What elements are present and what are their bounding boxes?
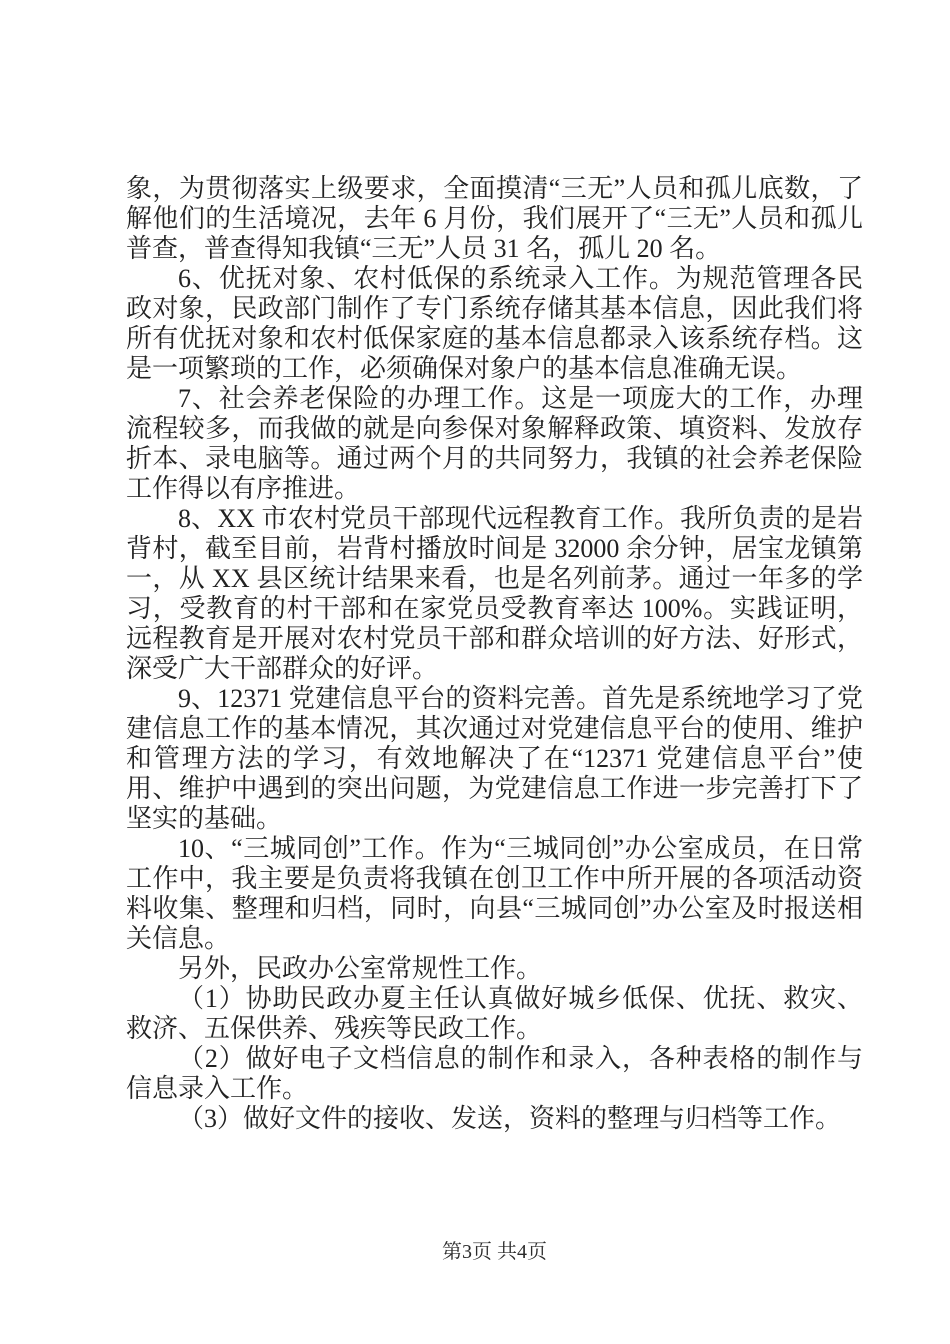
- paragraph-sub-item-2: （2）做好电子文档信息的制作和录入，各种表格的制作与信息录入工作。: [126, 1044, 863, 1103]
- paragraph-sub-item-1: （1）协助民政办夏主任认真做好城乡低保、优抚、救灾、救济、五保供养、残疾等民政工作。: [126, 984, 863, 1043]
- page-number-label: 第3页 共4页: [442, 1241, 547, 1263]
- document-body: [126, 174, 863, 1134]
- paragraph-item-8: 8、XX 市农村党员干部现代远程教育工作。我所负责的是岩背村，截至目前，岩背村播放时间是 32000 余分钟，居宝龙镇第一，从 XX 县区统计结果来看，也是名列前茅。通过一年多的学习，受教育的村干部和在家党员受教育率达 100%。实践证明，远程教育是开展对农村党员干部和群众培训的好方法、好形式，深受广大干部群众的好评。: [126, 504, 863, 683]
- page-footer: [126, 1240, 863, 1264]
- paragraph-sub-item-3: （3）做好文件的接收、发送，资料的整理与归档等工作。: [178, 1104, 842, 1133]
- paragraph-item-9: 9、12371 党建信息平台的资料完善。首先是系统地学习了党建信息工作的基本情况，其次通过对党建信息平台的使用、维护和管理方法的学习，有效地解决了在“12371 党建信息平台”使用、维护中遇到的突出问题，为党建信息工作进一步完善打下了坚实的基础。: [126, 684, 863, 833]
- paragraph-item-6: 6、优抚对象、农村低保的系统录入工作。为规范管理各民政对象，民政部门制作了专门系统存储其基本信息，因此我们将所有优抚对象和农村低保家庭的基本信息都录入该系统存档。这是一项繁琐的工作，必须确保对象户的基本信息准确无误。: [126, 264, 863, 383]
- paragraph-item-7: 7、社会养老保险的办理工作。这是一项庞大的工作，办理流程较多，而我做的就是向参保对象解释政策、填资料、发放存折本、录电脑等。通过两个月的共同努力，我镇的社会养老保险工作得以有序推进。: [126, 384, 863, 503]
- paragraph-other-note: 另外，民政办公室常规性工作。: [178, 954, 543, 983]
- paragraph-continuation: 象，为贯彻落实上级要求，全面摸清“三无”人员和孤儿底数，了解他们的生活境况，去年 6 月份，我们展开了“三无”人员和孤儿普查，普查得知我镇“三无”人员 31 名，孤儿 20 名。: [126, 174, 863, 263]
- paragraph-item-10: 10、“三城同创”工作。作为“三城同创”办公室成员，在日常工作中，我主要是负责将我镇在创卫工作中所开展的各项活动资料收集、整理和归档，同时，向县“三城同创”办公室及时报送相关信息。: [126, 834, 863, 953]
